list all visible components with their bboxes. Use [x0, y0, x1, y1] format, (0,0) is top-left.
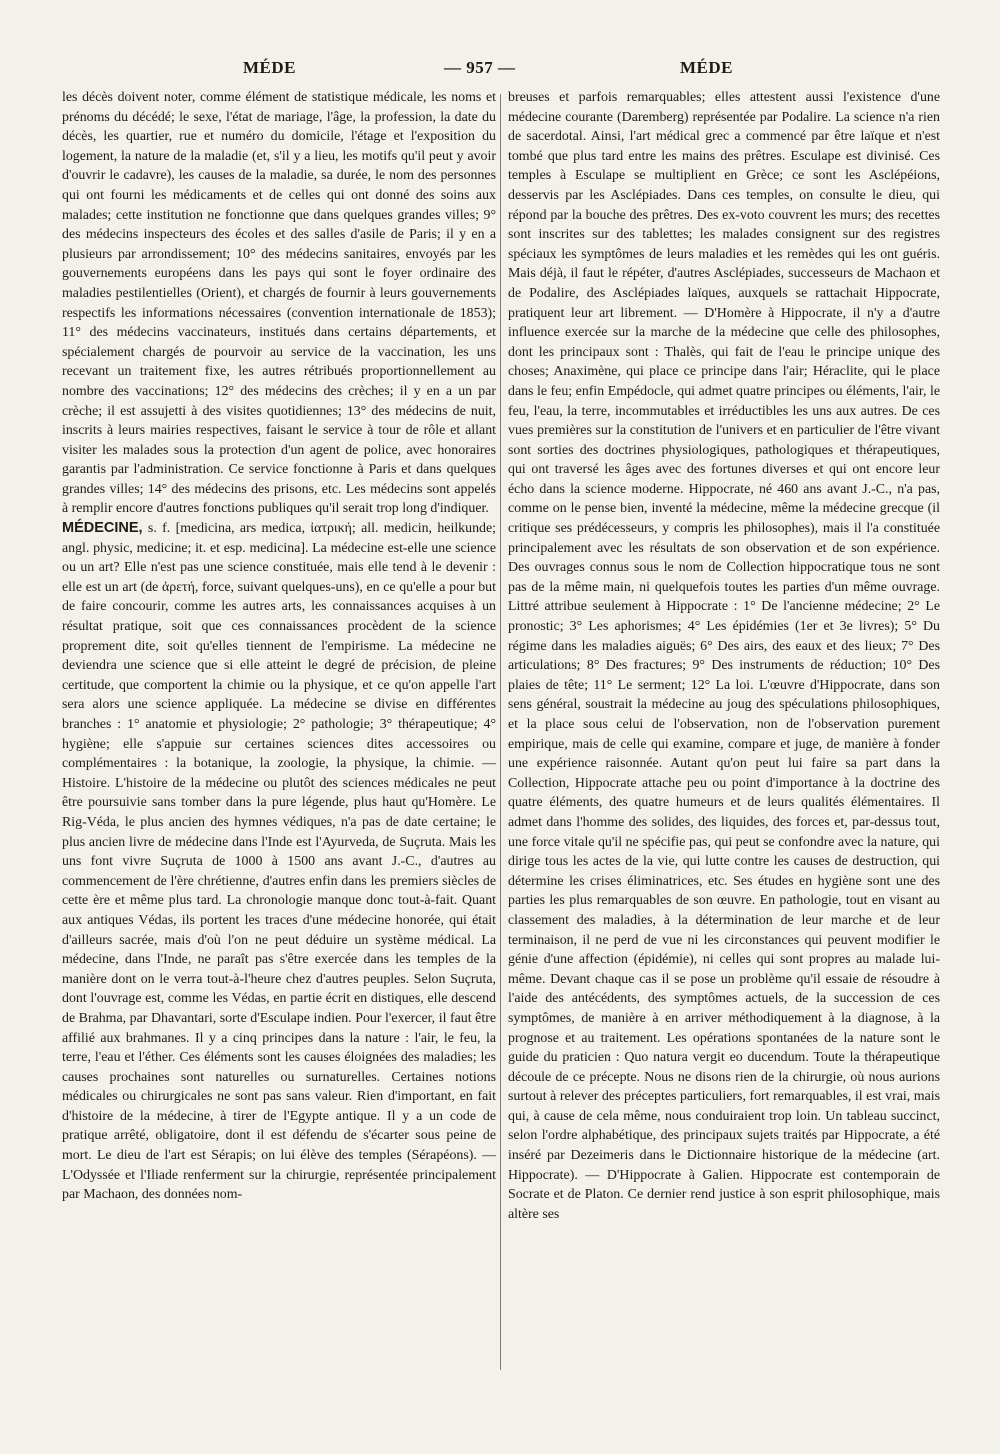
header-right-word: MÉDE	[680, 58, 733, 77]
entry-medecine-body: s. f. [medicina, ars medica, ἰατρική; all. medicin, heilkunde; angl. physic, medicine; it. et esp. medicina]. La médecine est-elle une science ou un art? Elle n'est pas une science constituée, mais elle tend à le devenir : elle est un art (de ἀρετή, force, suivant quelques-uns), en ce qu'elle a pour but de faire concourir, comme les autres arts, les connaissances acquises à un résultat pratique, soit que ces connaissances procèdent de la science proprement dite, soit qu'elles tiennent de l'empirisme. La médecine ne deviendra une science que si elle atteint le degré de précision, de pleine certitude, que comportent la chimie ou la physique, et ce qu'on appelle l'art sera alors une science appliquée. La médecine se divise en différentes branches : 1° anatomie et physiologie; 2° pathologie; 3° thérapeutique; 4° hygiène; elle s'appuie sur certaines sciences dites accessoires ou complémentaires : la botanique, la zoologie, la physique, la chimie. — Histoire. L'histoire de la médecine ou plutôt des sciences médicales ne peut être poursuivie sans tomber dans la pure légende, plus haut qu'Homère. Le Rig-Véda, le plus ancien des hymnes védiques, n'a pas de date certaine; le plus ancien livre de médecine dans l'Inde est l'Ayurveda, de Suçruta. Mais les uns font vivre Suçruta de 1000 à 1500 ans avant J.-C., d'autres au commencement de l'ère chrétienne, d'autres enfin dans les premiers siècles de cette ère et même plus tard. La chronologie manque donc tout-à-fait. Quant aux antiques Védas, ils portent les traces d'une médecine honorée, qui était d'ailleurs sacrée, mais d'où l'on ne peut déduire un système médical. La médecine, dans l'Inde, ne paraît pas s'être exercée dans les temples de la manière dont on le verra tout-à-l'heure chez d'autres peuples. Selon Suçruta, dont l'ouvrage est, comme les Védas, en partie écrit en distiques, elle descend de Brahma, par Dhavantari, sorte d'Esculape indien. Pour l'exercer, il faut être affilié aux brahmanes. Il y a cinq principes dans la nature : l'air, le feu, la terre, l'eau et l'éther. Ces éléments sont les causes éloignées des maladies; les causes prochaines sont naturelles ou surnaturelles. Certaines notions médicales ou chirurgicales ne sont pas sans valeur. Rien d'important, en fait d'histoire de la médecine, à tirer de l'Egypte antique. Il y a un code de pratique arrêté, obligatoire, dont il est défendu de s'écarter sous peine de mort. Le dieu de l'art est Sérapis; on lui élève des temples (Sérapéons). — L'Odyssée et l'Iliade renferment sur la chirurgie, représentée principalement par Machaon, des données nom-	[62, 521, 496, 1203]
right-paragraph: breuses et parfois remarquables; elles attestent aussi l'existence d'une médecine courante (Daremberg) représentée par Podalire. La science n'a rien de sacerdotal. Ainsi, l'art médical grec a commencé par être laïque et n'est tombé que plus tard entre les mains des prêtres. Esculape est divinisé. Ces temples à Esculape se multiplient en Grèce; ce sont les Asclépéions, desservis par les Asclépiades. Dans ces temples, on consulte le dieu, qui répond par la bouche des prêtres. Des ex-voto couvrent les murs; des recettes sont inscrites sur des tablettes; les malades consignent sur des registres spéciaux les symptômes de leurs maladies et les remèdes qui les ont guéris. Mais déjà, il faut le répéter, d'autres Asclépiades, successeurs de Machaon et de Podalire, des Asclépiades laïques, auxquels se rattachait Hippocrate, pratiquent leur art librement. — D'Homère à Hippocrate, il n'y a d'autre influence exercée sur la marche de la médecine que celle des philosophes, dont les principaux sont : Thalès, qui fait de l'eau le principe unique des choses; Anaximène, qui place ce principe dans l'air; Héraclite, qui le place dans le feu; enfin Empédocle, qui admet quatre principes ou éléments, l'air, le feu, l'eau, la terre, incommutables et irréductibles les uns aux autres. De ces vues premières sur la constitution de l'univers et en particulier de l'être vivant sont sorties des doctrines physiologiques, pathologiques et thérapeutiques, qui ont traversé les âges avec des fortunes diverses et qui ont encore leur écho dans la science moderne. Hippocrate, né 460 ans avant J.-C., n'a pas, comme on le pense bien, inventé la médecine, même la médecine grecque (il critique ses prédécesseurs, y compris les philosophes), mais il l'a constituée principalement avec les résultats de son observation et de son expérience. Des ouvrages connus sous le nom de Collection hippocratique tous ne sont pas de la même main, ni quelquefois toutes les parties d'un même ouvrage. Littré attribue seulement à Hippocrate : 1° De l'ancienne médecine; 2° Le pronostic; 3° Les aphorismes; 4° Les épidémies (1er et 3e livres); 5° Du régime dans les maladies aiguës; 6° Des airs, des eaux et des lieux; 7° Des articulations; 8° Des fractures; 9° Des instruments de réduction; 10° Des plaies de tête; 11° Le serment; 12° La loi. L'œuvre d'Hippocrate, dans son sens général, soustrait la médecine au joug des spéculations philosophiques, et la place sous celui de l'observation, non de l'observation purement empirique, mais de celle qui examine, compare et juge, de manière à fonder une expérience raisonnée. Autant qu'on peut lui faire sa part dans la Collection, Hippocrate attache peu ou point d'importance à la doctrine des quatre éléments, des quatre humeurs et de leurs qualités élémentaires. Il admet dans l'homme des solides, des liquides, des forces et, par-dessus tout, une force vitale qu'il ne spécifie pas, qui peut se confondre avec la nature, qui dirige tous les actes de la vie, qui lutte contre les causes de destruction, qui détermine les crises éliminatrices, etc. Ses études en hygiène sont une des parties les plus remarquables de son œuvre. En pathologie, tout en visant au classement des maladies, à la détermination de leur marche et de leur terminaison, il ne perd de vue ni les circonstances qui peuvent modifier le génie d'une affection (épidémie), ni celles qui sont propres au malade lui-même. Devant chaque cas il se pose un problème qu'il essaie de résoudre à l'aide des antécédents, des symptômes actuels, de la succession de ces symptômes, de manière à en arriver méthodiquement à la diagnose, à la prognose et au traitement. Les opérations spontanées de la nature sont le guide du praticien : Quo natura vergit eo ducendum. Toute la thérapeutique découle de ce précepte. Nous ne disons rien de la chirurgie, où nous aurions surtout à relever des préceptes particuliers, fort remarquables, il est vrai, mais qui, à cause de cela même, nous conduiraient trop loin. Un tableau succinct, selon l'ordre alphabétique, des principaux sujets traités par Hippocrate, a été inséré par Dezeimeris dans le Dictionnaire historique de la médecine (art. Hippocrate). — D'Hippocrate à Galien. Hippocrate est contemporain de Socrate et de Platon. Ce dernier rend justice à son esprit philosophique, mais altère ses	[508, 90, 940, 1222]
right-column	[508, 88, 940, 1378]
left-column	[62, 88, 496, 1378]
entry-medecine	[62, 519, 496, 1205]
page-number: — 957 —	[444, 58, 516, 77]
running-header	[0, 52, 1000, 86]
header-left-word: MÉDE	[243, 58, 296, 77]
left-paragraph-continued: les décès doivent noter, comme élément de statistique médicale, les noms et prénoms du décédé; le sexe, l'état de mariage, l'âge, la profession, la date du décès, les quartier, rue et numéro du domicile, l'étage et l'exposition du logement, la nature de la maladie (et, s'il y a lieu, les motifs qu'il peut y avoir d'ouvrir le cadavre), les causes de la maladie, sa durée, le nom des personnes qui ont fourni les médicaments et de celles qui ont donné des soins aux malades; cette institution ne fonctionne que dans quelques grandes villes; 9° des médecins inspecteurs des écoles et des salles d'asile de Paris; il y en a plusieurs par arrondissement; 10° des médecins sanitaires, envoyés par les gouvernements européens dans les pays qui sont le foyer ordinaire des maladies pestilentielles (Orient), et chargés de fournir à leurs gouvernements respectifs les informations nécessaires (convention internationale de 1853); 11° des médecins vaccinateurs, institués dans certains départements, et spécialement chargés de pourvoir au service de la vaccination, les uns recevant un traitement fixe, les autres rétribués proportionnellement au nombre des vaccinations; 12° des médecins des crèches; il y en a un par crèche; il est assujetti à des visites quotidiennes; 13° des médecins de nuit, inscrits à leurs mairies respectives, faisant le service à tour de rôle et allant visiter les malades sous la protection d'un agent de police, avec honoraires garantis par l'administration. Ce service fonctionne à Paris et dans quelques grandes villes; 14° des médecins des prisons, etc. Les médecins sont appelés à remplir encore d'autres fonctions publiques qu'il serait trop long d'indiquer.	[62, 90, 496, 517]
entry-headword: MÉDECINE,	[62, 520, 143, 537]
column-divider	[500, 94, 501, 1370]
